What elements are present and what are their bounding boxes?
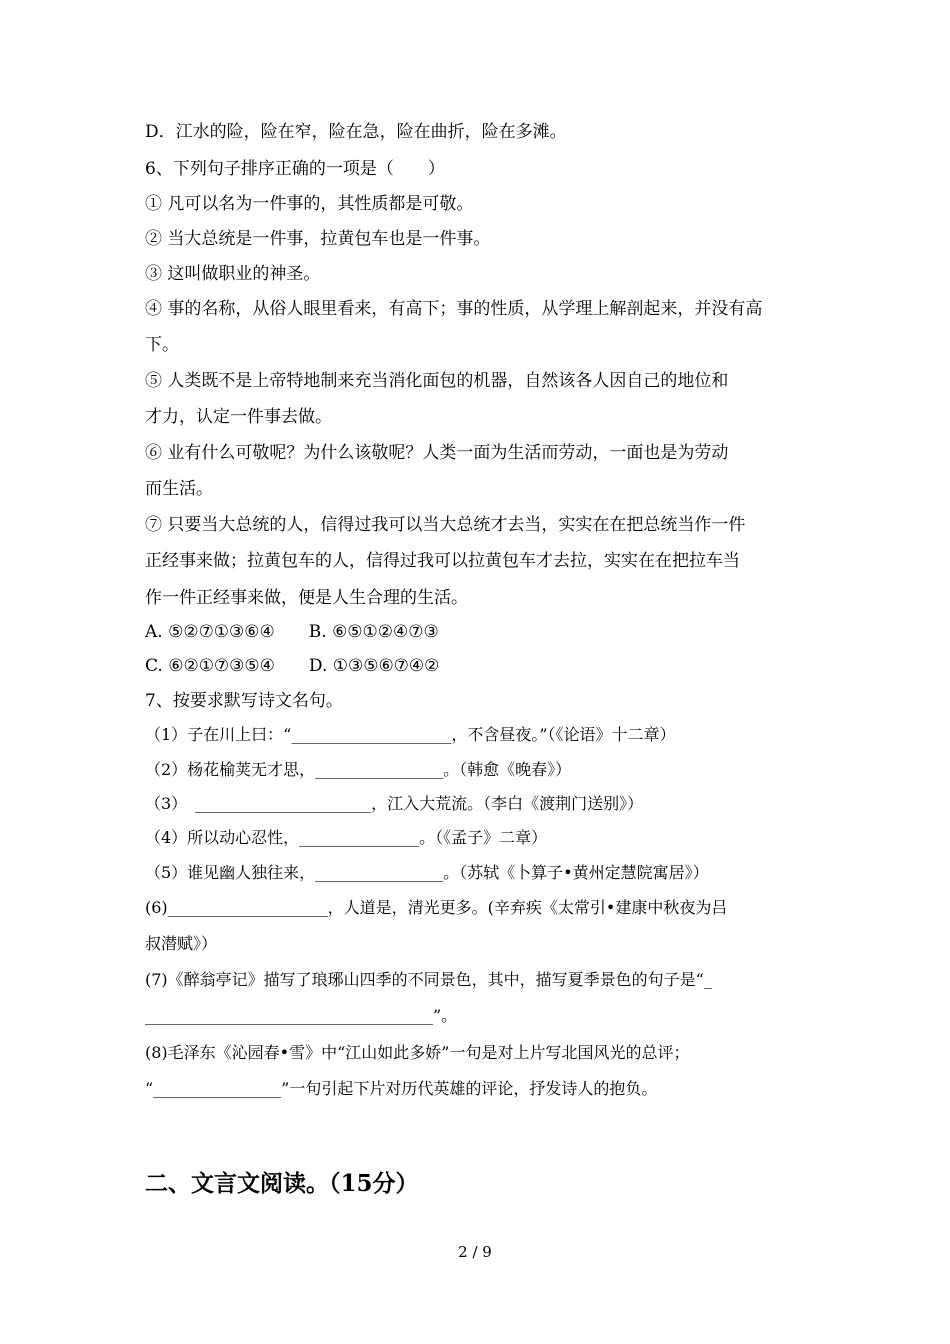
q7-item-3: （3） ______________________，江入大荒流。（李白《渡荆门送别》）: [145, 794, 644, 813]
sentence-1: ① 凡可以名为一件事的，其性质都是可敬。: [145, 194, 474, 214]
sentence-7-line-2: 正经事来做；拉黄包车的人，信得过我可以拉黄包车才去拉，实实在在把拉车当: [145, 551, 740, 571]
sentence-7-line-3: 作一件正经事来做，便是人生合理的生活。: [145, 588, 468, 608]
question-7-stem: 7、按要求默写诗文名句。: [145, 691, 343, 711]
q7-item-7-line-2: ____________________________________”。: [145, 1006, 458, 1025]
options-a-b: A. ⑤②⑦①③⑥④ B. ⑥⑤①②④⑦③: [145, 622, 439, 642]
sentence-3: ③ 这叫做职业的神圣。: [145, 264, 321, 284]
option-d-text: D．江水的险，险在窄，险在急，险在曲折，险在多滩。: [145, 122, 567, 142]
section-2-heading: 二、文言文阅读。（15分）: [145, 1170, 419, 1197]
q7-item-6-line-2: 叔潜赋》）: [145, 934, 218, 953]
question-6-stem: 6、下列句子排序正确的一项是（ ）: [145, 159, 445, 179]
sentence-5-line-1: ⑤ 人类既不是上帝特地制来充当消化面包的机器，自然该各人因自己的地位和: [145, 371, 729, 391]
sentence-2: ② 当大总统是一件事，拉黄包车也是一件事。: [145, 229, 491, 249]
q7-item-8-line-2: “________________”一句引起下片对历代英雄的评论，抒发诗人的抱负。: [145, 1079, 658, 1098]
sentence-4-line-2: 下。: [145, 335, 179, 355]
q7-item-2: （2）杨花榆荚无才思，________________。（韩愈《晚春》）: [145, 760, 572, 779]
q7-item-7-line-1: (7)《醉翁亭记》描写了琅琊山四季的不同景色，其中，描写夏季景色的句子是“_: [145, 970, 712, 989]
q7-item-8-line-1: (8)毛泽东《沁园春•雪》中“江山如此多娇”一句是对上片写北国风光的总评；: [145, 1043, 690, 1062]
sentence-6-line-1: ⑥ 业有什么可敬呢？为什么该敬呢？人类一面为生活而劳动，一面也是为劳动: [145, 443, 729, 463]
q7-item-5: （5）谁见幽人独往来，________________。（苏轼《卜算子•黄州定慧院寓居》）: [145, 863, 709, 882]
sentence-6-line-2: 而生活。: [145, 479, 213, 499]
page-number: 2 / 9: [458, 1243, 492, 1261]
sentence-4-line-1: ④ 事的名称，从俗人眼里看来，有高下；事的性质，从学理上解剖起来，并没有高: [145, 299, 763, 319]
sentence-7-line-1: ⑦ 只要当大总统的人，信得过我可以当大总统才去当，实实在在把总统当作一件: [145, 515, 746, 535]
sentence-5-line-2: 才力，认定一件事去做。: [145, 407, 332, 427]
options-c-d: C. ⑥②①⑦③⑤④ D. ①③⑤⑥⑦④②: [145, 656, 440, 676]
q7-item-4: （4）所以动心忍性，_______________。（《孟子》二章）: [145, 828, 548, 847]
q7-item-1: （1）子在川上曰：“____________________，不含昼夜。”（《论语》十二章）: [145, 725, 676, 744]
q7-item-6-line-1: (6)____________________，人道是，清光更多。(辛弃疾《太常引•建康中秋夜为吕: [145, 898, 728, 917]
